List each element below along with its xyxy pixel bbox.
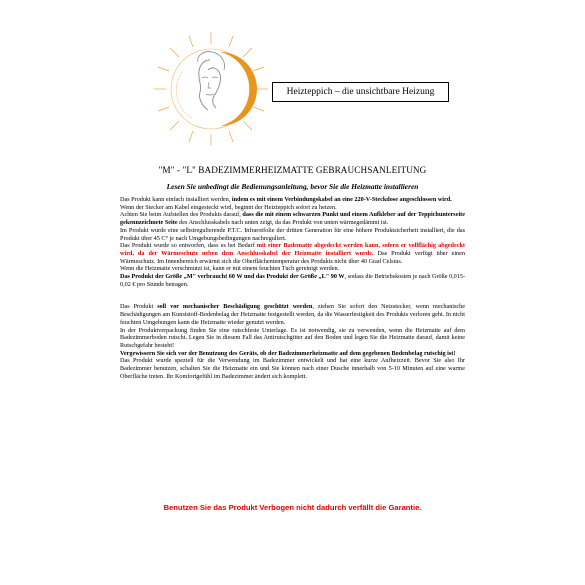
bold-text: dass die mit einem schwarzen Punkt und einem Aufkleber auf der Teppichunterseite gekennzeichnete Seite <box>120 211 465 227</box>
header-box: Heizteppich – die unsichtbare Heizung <box>272 82 449 102</box>
text: Das Produkt verfügt über einen Wärmeschutz. Im Innenbereich erwärmt sich die Oberflächentemperatur des Produkts nicht über 40 Grad Celsius. <box>120 249 465 265</box>
warranty-warning: Benutzen Sie das Produkt Verbogen nicht dadurch verfällt die Garantie. <box>163 503 422 512</box>
bold-text: Vergewissern Sie sich vor der Benutzung des Geräts, ob der Badezimmerheizmatte auf dem gegebenen Bodenbelag rutschig ist! <box>120 349 456 357</box>
bold-text: soll vor mechanischer Beschädigung geschützt werden <box>157 303 313 311</box>
text: Das Produkt <box>120 303 158 311</box>
paragraph <box>120 273 465 288</box>
paragraph <box>120 303 465 326</box>
woman-face-sun-logo <box>152 30 270 148</box>
paragraph: Das Produkt wurde speziell für die Verwendung im Badezimmer entwickelt und hat eine kurze Aufheizzeit. Bevor Sie also Ihr Badezimmer benutzen, schalten Sie die Heizmatte ein und Sie können nach einer Dusche innerhalb von 5-10 Minuten auf eine warme Oberfläche treten. Ihr Komfortgefühl im Badezimmer ändert sich komplett. <box>120 357 465 380</box>
bold-text: Das Produkt der Größe „M" verbraucht 60 W und das Produkt der Größe „L" 90 W <box>120 273 345 281</box>
text: Das Produkt wurde so entworfen, dass es bei Bedarf <box>120 242 257 250</box>
paragraph: Im Produkt wurde eine selbstregulierende P.T.C. Infrarotfolie der dritten Generation für eine höhere Produktsicherheit installiert, die das Produkt über 45 C° je nach Umgebungsbedingungen nachreguliert. <box>120 226 465 242</box>
body-text <box>120 196 465 380</box>
red-bold-text: mit einer Badematte abgedeckt werden kann, sofern er vollflächig abgedeckt wird, da der Wärmeschutz neben dem Anschlusskabel der Heizmatte installiert wurde. <box>120 242 465 257</box>
text: , ziehen Sie sofort den Netzstecker, wenn mechanische Beschädigungen am Kunststoff-Bodenbelag der Heizmatte festgestellt werden, da die Wasserfestigkeit des Produkts verloren geht. In nicht feuchten Umgebungen kann die Heizmatte wieder genutzt werden. <box>120 303 466 326</box>
text: , sodass die Betriebskosten je nach Größe 0,015-0,02 € pro Stunde betragen. <box>120 273 466 288</box>
paragraph <box>120 196 465 204</box>
text: Achten Sie beim Aufstellen des Produkts darauf, <box>120 211 243 219</box>
page-subtitle: Lesen Sie unbedingt die Bedienungsanleitung, bevor Sie die Heizmatte installieren <box>166 182 419 191</box>
bold-text: indem es mit einem Verbindungskabel an eine 220-V-Steckdose angeschlossen wird. <box>231 196 452 203</box>
page-title: "M" - "L" BADEZIMMERHEIZMATTE GEBRAUCHSANLEITUNG <box>158 165 427 175</box>
text: Das Produkt kann einfach installiert werden, <box>120 196 232 203</box>
paragraph <box>120 350 465 358</box>
paragraph: In der Produktverpackung finden Sie eine rutschfeste Unterlage. Es ist notwendig, sie zu verwenden, wenn die Heizmatte auf dem Badezimmerboden rutscht. Legen Sie in diesem Fall das Antirutschgitter auf den Boden und legen Sie die Heizmatte darauf, damit keine Rutschgefahr besteht! <box>120 326 465 349</box>
paragraph: Wenn der Stecker am Kabel eingesteckt wird, beginnt der Heizteppich sofort zu heizen. <box>120 203 337 211</box>
paragraph <box>120 242 465 265</box>
text: des Anschlusskabels nach unten zeigt, da das Produkt von unten wärmegedämmt ist. <box>177 219 389 227</box>
paragraph <box>120 211 465 226</box>
paragraph: Wenn die Heizmatte verschmutzt ist, kann er mit einem feuchten Tuch gereinigt werden. <box>120 265 340 273</box>
